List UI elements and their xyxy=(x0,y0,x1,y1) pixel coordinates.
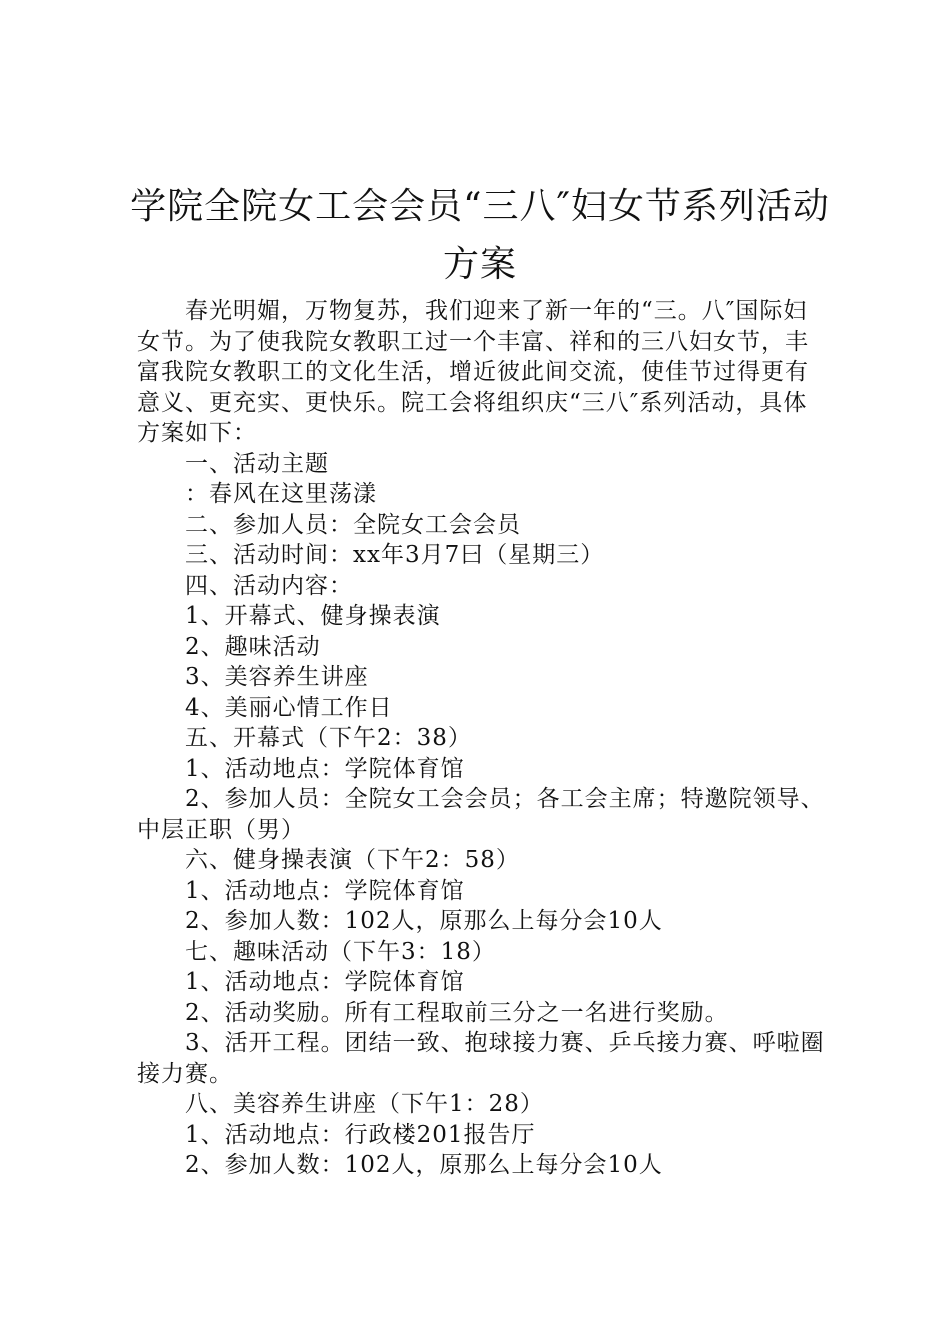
fun-activity-detail: 1、活动地点：学院体育馆 xyxy=(185,969,465,995)
theme-text: ：春风在这里荡漾 xyxy=(185,481,377,507)
document-body xyxy=(137,296,827,1181)
lecture-detail: 1、活动地点：行政楼201报告厅 xyxy=(185,1121,536,1148)
document-title xyxy=(120,178,840,294)
opening-detail: 2、参加人员：全院女工会会员；各工会主席；特邀院领导、中层正职（男） xyxy=(137,786,825,843)
section-heading-lecture: 八、美容养生讲座（下午1：28） xyxy=(185,1091,544,1117)
title-line-1: 学院全院女工会会员“三八″妇女节系列活动 xyxy=(130,186,830,227)
section-heading-fitness: 六、健身操表演（下午2：58） xyxy=(185,847,520,873)
section-heading-time: 三、活动时间：xx年3月7曰（星期三） xyxy=(185,542,605,568)
section-heading-content: 四、活动内容： xyxy=(185,572,353,599)
section-heading-opening: 五、开幕式（下午2：38） xyxy=(185,725,472,751)
section-heading-theme: 一、活动主题 xyxy=(185,450,329,477)
section-heading-participants: 二、参加人员：全院女工会会员 xyxy=(185,511,521,538)
content-item: 1、开幕式、健身操表演 xyxy=(185,603,441,629)
fun-activity-detail: 2、活动奖励。所有工程取前三分之一名进行奖励。 xyxy=(185,999,729,1026)
intro-paragraph: 春光明媚，万物复苏，我们迎来了新一年的“三。八″国际妇女节。为了使我院女教职工过一个丰富、祥和的三八妇女节，丰富我院女教职工的文化生活，增近彼此间交流，使佳节过得更有意义、更充实、更快乐。院工会将组织庆“三八″系列活动，具体方案如下： xyxy=(137,298,809,446)
lecture-detail: 2、参加人数：102人，原那么上每分会10人 xyxy=(185,1152,663,1178)
content-item: 2、趣味活动 xyxy=(185,633,321,660)
opening-detail: 1、活动地点：学院体育馆 xyxy=(185,755,465,782)
content-item: 3、美容养生讲座 xyxy=(185,664,369,690)
fitness-detail: 2、参加人数：102人，原那么上每分会10人 xyxy=(185,908,663,934)
content-item: 4、美丽心情工作日 xyxy=(185,694,393,721)
fun-activity-detail: 3、活开工程。团结一致、抱球接力赛、乒乓接力赛、呼啦圈接力赛。 xyxy=(137,1030,825,1087)
section-heading-fun-activities: 七、趣味活动（下午3：18） xyxy=(185,938,496,965)
title-line-2: 方案 xyxy=(442,244,517,285)
fitness-detail: 1、活动地点：学院体育馆 xyxy=(185,877,465,904)
